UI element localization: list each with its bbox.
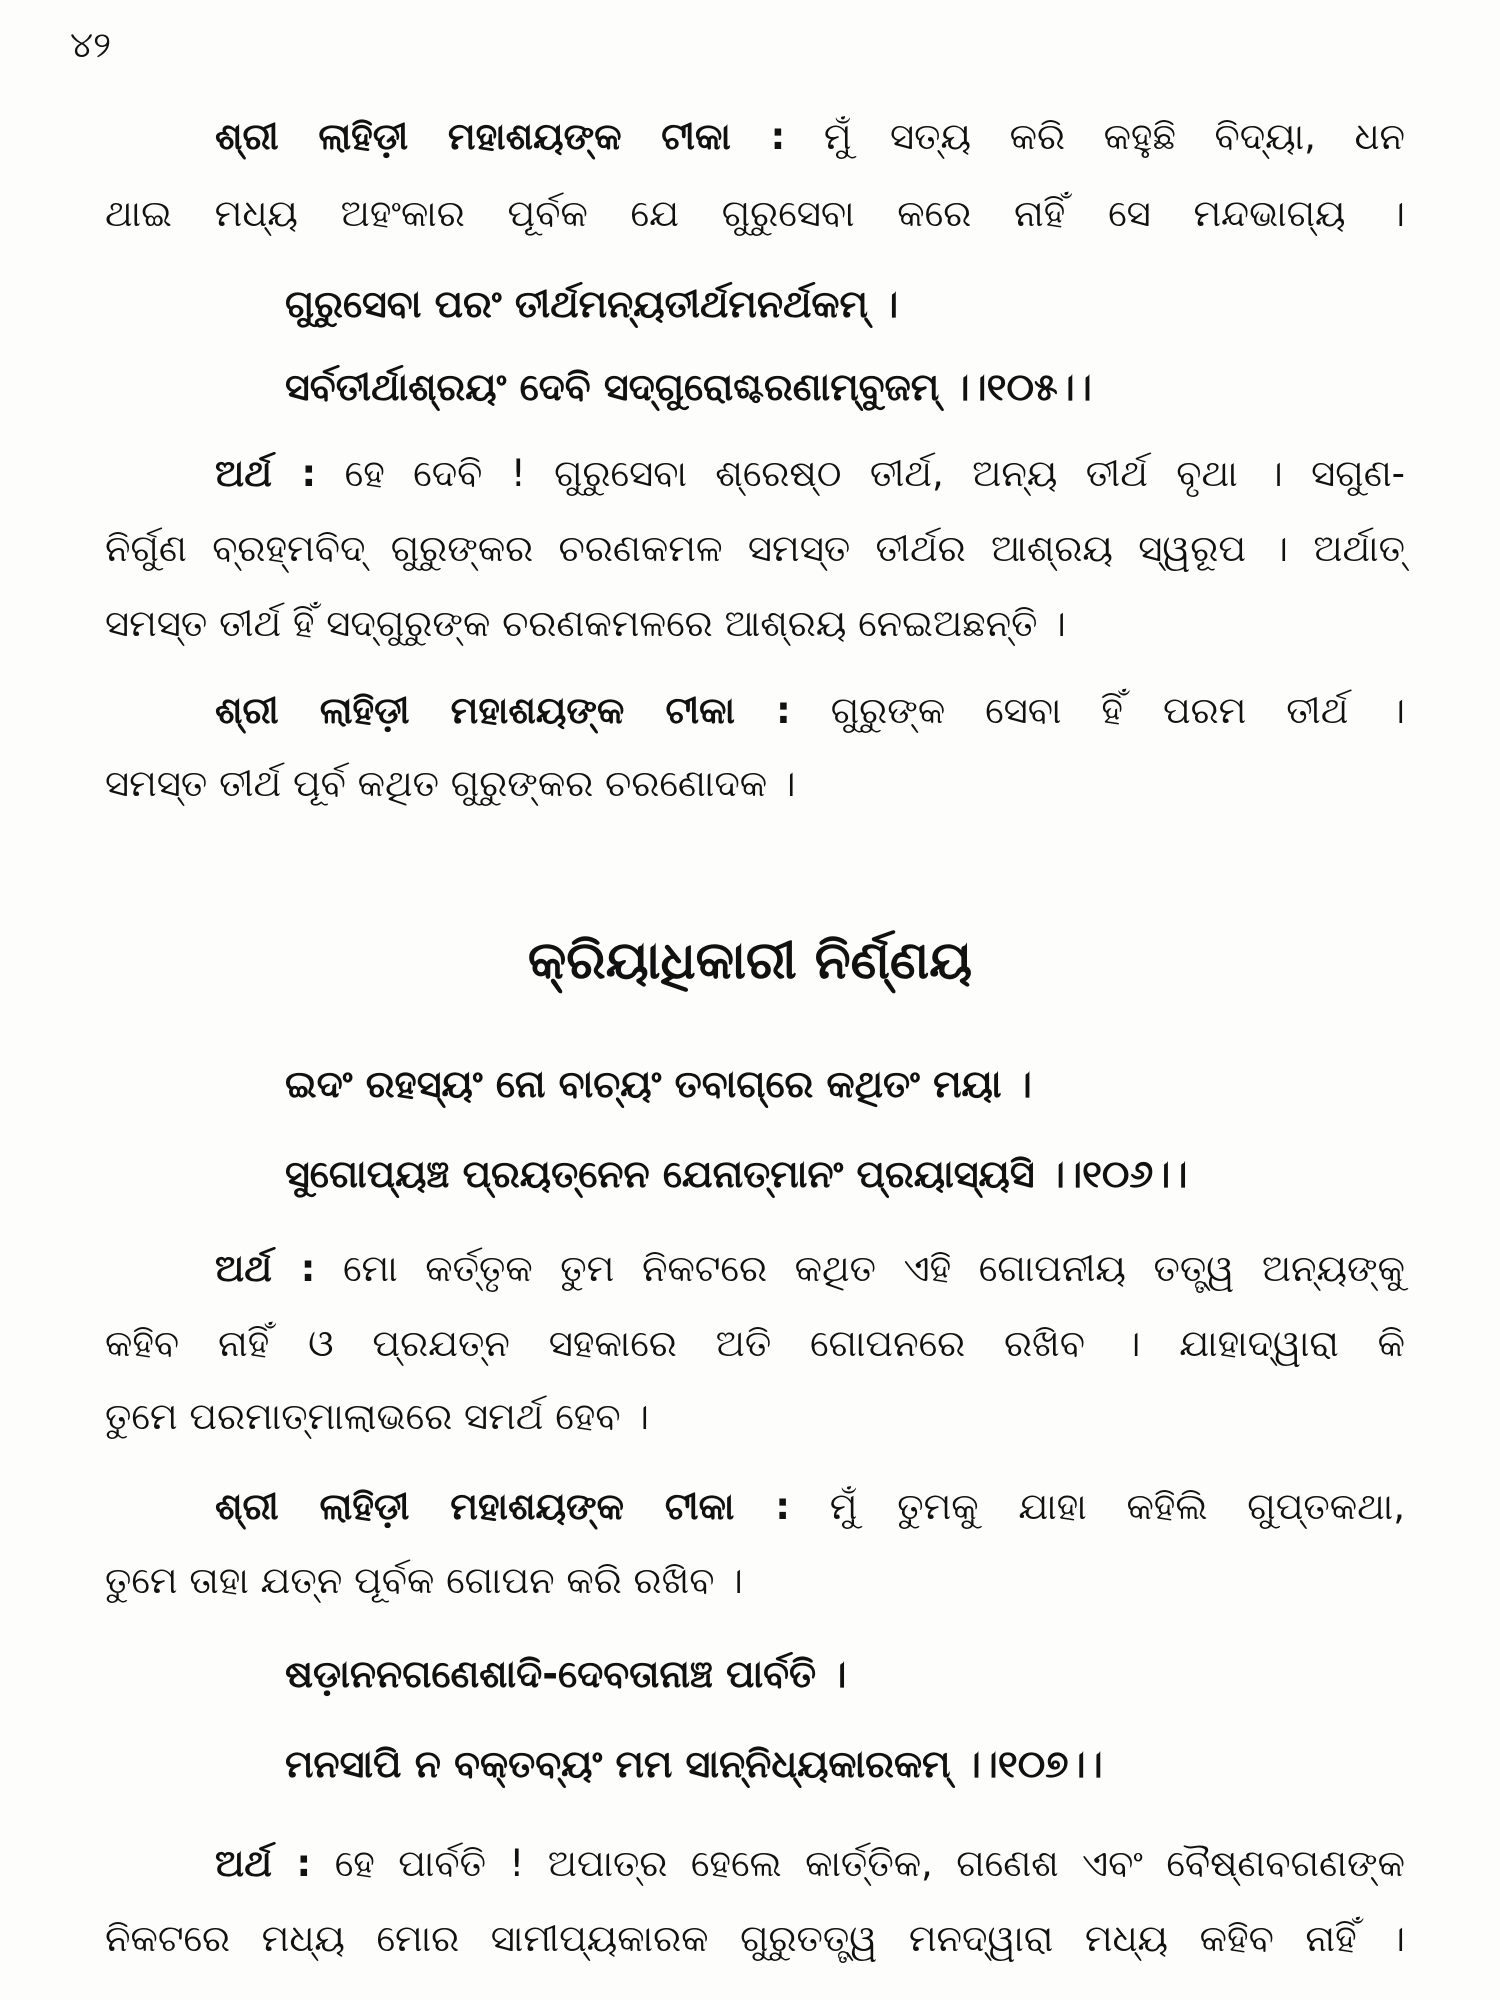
meaning-text: ହେ ପାର୍ବତି ! ଅପାତ୍ର ହେଲେ କାର୍ତ୍ତିକ, ଗଣେଶ ଏବଂ ବୈଷ୍ଣବଗଣଙ୍କ (334, 1842, 1406, 1885)
commentary-label: ଶ୍ରୀ ଲାହିଡ଼ୀ ମହାଶୟଙ୍କ ଟୀକା : (215, 689, 791, 732)
meaning-label: ଅର୍ଥ : (215, 452, 317, 495)
commentary-label: ଶ୍ରୀ ଲାହିଡ଼ୀ ମହାଶୟଙ୍କ ଟୀକା : (215, 1485, 791, 1528)
verse-106-line-1: ଇଦଂ ରହସ୍ୟଂ ନୋ ବାଚ୍ୟଂ ତବାଗ୍ରେ କଥିତଂ ମୟା । (285, 1062, 1032, 1106)
commentary-2-line-2: ସମସ୍ତ ତୀର୍ଥ ପୂର୍ବ କଥିତ ଗୁରୁଙ୍କର ଚରଣୋଦକ । (105, 762, 796, 805)
commentary-text: ମୁଁ ତୁମକୁ ଯାହା କହିଲି ଗୁପ୍ତକଥା, (829, 1485, 1405, 1528)
meaning-1-line-1 (215, 452, 1406, 495)
section-heading: କ୍ରିୟାଧିକାରୀ ନିର୍ଣ୍ଣୟ (527, 931, 973, 991)
meaning-text: ମୋ କର୍ତ୍ତୃକ ତୁମ ନିକଟରେ କଥିତ ଏହି ଗୋପନୀୟ ତତ୍ତ୍ୱ ଅନ୍ୟଙ୍କୁ (343, 1247, 1406, 1290)
commentary-1-line-2: ଥାଇ ମଧ୍ୟ ଅହଂକାର ପୂର୍ବକ ଯେ ଗୁରୁସେବା କରେ ନାହିଁ ସେ ମନ୍ଦଭାଗ୍ୟ । (105, 192, 1405, 235)
meaning-text: ହେ ଦେବି ! ଗୁରୁସେବା ଶ୍ରେଷ୍ଠ ତୀର୍ଥ, ଅନ୍ୟ ତୀର୍ଥ ବୃଥା । ସଗୁଣ- (344, 452, 1406, 495)
commentary-label: ଶ୍ରୀ ଲାହିଡ଼ୀ ମହାଶୟଙ୍କ ଟୀକା : (215, 115, 786, 158)
verse-105-line-1: ଗୁରୁସେବା ପରଂ ତୀର୍ଥମନ୍ୟତୀର୍ଥମନର୍ଥକମ୍ । (285, 282, 899, 326)
meaning-1-line-2: ନିର୍ଗୁଣ ବ୍ରହ୍ମବିଦ୍ ଗୁରୁଙ୍କର ଚରଣକମଳ ସମସ୍ତ ତୀର୍ଥର ଆଶ୍ରୟ ସ୍ୱରୂପ । ଅର୍ଥାତ୍ (105, 527, 1405, 570)
verse-106-line-2: ସୁଗୋପ୍ୟଞ୍ଚ ପ୍ରୟତ୍ନେନ ଯେନାତ୍ମାନଂ ପ୍ରୟାସ୍ୟସି ।।୧୦୬।। (285, 1152, 1188, 1196)
commentary-3-line-1 (215, 1485, 1405, 1528)
page-number: ୪୨ (70, 25, 112, 66)
verse-107-line-2: ମନସାପି ନ ବକ୍ତବ୍ୟଂ ମମ ସାନ୍ନିଧ୍ୟକାରକମ୍ ।।୧୦୭।। (285, 1742, 1103, 1786)
meaning-2-line-1 (215, 1247, 1406, 1290)
meaning-2-line-2: କହିବ ନାହିଁ ଓ ପ୍ରଯତ୍ନ ସହକାରେ ଅତି ଗୋପନରେ ରଖିବ । ଯାହାଦ୍ୱାରା କି (105, 1322, 1405, 1365)
commentary-text: ଗୁରୁଙ୍କ ସେବା ହିଁ ପରମ ତୀର୍ଥ । (830, 689, 1405, 732)
commentary-1-line-1 (215, 115, 1406, 158)
meaning-3-line-1 (215, 1842, 1406, 1885)
meaning-label: ଅର୍ଥ : (215, 1842, 312, 1885)
commentary-2-line-1 (215, 689, 1405, 732)
commentary-text: ମୁଁ ସତ୍ୟ କରି କହୁଛି ବିଦ୍ୟା, ଧନ (823, 115, 1406, 158)
commentary-3-line-2: ତୁମେ ତାହା ଯତ୍ନ ପୂର୍ବକ ଗୋପନ କରି ରଖିବ । (105, 1559, 743, 1602)
meaning-label: ଅର୍ଥ : (215, 1247, 316, 1290)
verse-105-line-2: ସର୍ବତୀର୍ଥାଶ୍ରୟଂ ଦେବି ସଦ୍‌ଗୁରୋଶ୍ଚରଣାମ୍ବୁଜମ୍ ।।୧୦୫।। (285, 365, 1092, 409)
meaning-3-line-2: ନିକଟରେ ମଧ୍ୟ ମୋର ସାମୀପ୍ୟକାରକ ଗୁରୁତତ୍ତ୍ୱ ମନଦ୍ୱାରା ମଧ୍ୟ କହିବ ନାହିଁ । (105, 1917, 1405, 1960)
meaning-2-line-3: ତୁମେ ପରମାତ୍ମାଲାଭରେ ସମର୍ଥ ହେବ । (105, 1395, 649, 1438)
verse-107-line-1: ଷଡ଼ାନନଗଣେଶାଦି-ଦେବତାନାଞ୍ଚ ପାର୍ବତି । (285, 1652, 847, 1696)
meaning-1-line-3: ସମସ୍ତ ତୀର୍ଥ ହିଁ ସଦ୍‌ଗୁରୁଙ୍କ ଚରଣକମଳରେ ଆଶ୍ରୟ ନେଇଅଛନ୍ତି । (105, 602, 1066, 645)
